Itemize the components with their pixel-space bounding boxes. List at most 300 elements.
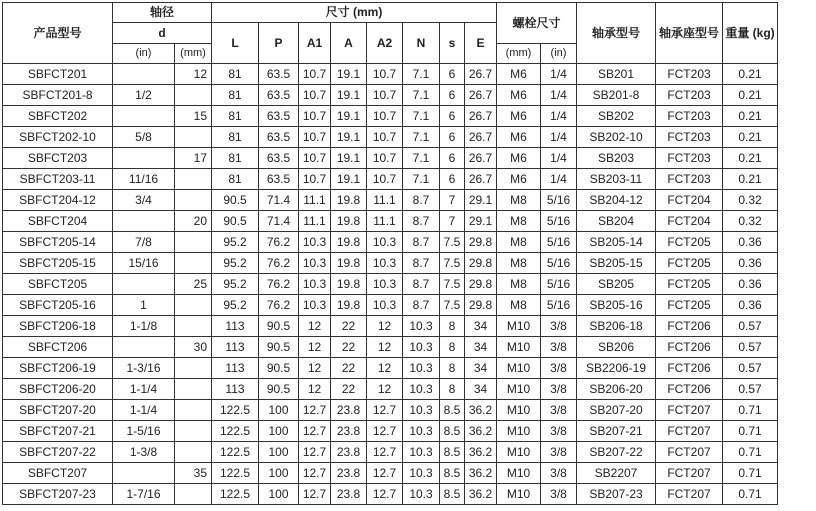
- cell-P: 76.2: [259, 232, 299, 253]
- cell-A2: 10.7: [367, 127, 403, 148]
- cell-A2: 12: [367, 358, 403, 379]
- cell-A: 22: [331, 379, 367, 400]
- cell-bolt-in: 5/16: [541, 253, 577, 274]
- cell-P: 90.5: [259, 337, 299, 358]
- cell-weight: 0.21: [723, 169, 778, 190]
- cell-weight: 0.36: [723, 274, 778, 295]
- cell-housing-model: FCT207: [656, 484, 723, 505]
- cell-N: 8.7: [403, 274, 440, 295]
- cell-weight: 0.71: [723, 484, 778, 505]
- cell-model: SBFCT207-20: [3, 400, 113, 421]
- cell-model: SBFCT206-18: [3, 316, 113, 337]
- cell-P: 71.4: [259, 211, 299, 232]
- table-row: [3, 274, 778, 295]
- cell-model: SBFCT201-8: [3, 85, 113, 106]
- table-row: [3, 64, 778, 85]
- cell-bearing-model: SB205-14: [577, 232, 656, 253]
- cell-E: 26.7: [465, 106, 497, 127]
- cell-s: 7: [440, 211, 465, 232]
- cell-A: 19.8: [331, 190, 367, 211]
- cell-P: 76.2: [259, 295, 299, 316]
- cell-A: 19.1: [331, 169, 367, 190]
- table-body: [3, 64, 778, 505]
- cell-housing-model: FCT203: [656, 106, 723, 127]
- cell-shaft-mm: [175, 190, 212, 211]
- header-L: L: [212, 23, 259, 64]
- table-row: [3, 442, 778, 463]
- cell-s: 6: [440, 106, 465, 127]
- cell-A2: 12.7: [367, 421, 403, 442]
- cell-shaft-in: [113, 106, 175, 127]
- cell-s: 8.5: [440, 484, 465, 505]
- cell-housing-model: FCT205: [656, 253, 723, 274]
- cell-L: 113: [212, 316, 259, 337]
- cell-weight: 0.32: [723, 211, 778, 232]
- table-row: [3, 169, 778, 190]
- cell-bolt-in: 3/8: [541, 337, 577, 358]
- cell-bolt-in: 3/8: [541, 379, 577, 400]
- cell-A1: 10.3: [299, 295, 331, 316]
- cell-bolt-mm: M10: [497, 379, 541, 400]
- cell-bearing-model: SB205-16: [577, 295, 656, 316]
- cell-bolt-in: 1/4: [541, 106, 577, 127]
- cell-N: 10.3: [403, 337, 440, 358]
- cell-A: 22: [331, 337, 367, 358]
- cell-L: 81: [212, 64, 259, 85]
- cell-A2: 10.7: [367, 169, 403, 190]
- cell-P: 63.5: [259, 127, 299, 148]
- cell-weight: 0.21: [723, 148, 778, 169]
- cell-housing-model: FCT203: [656, 148, 723, 169]
- cell-E: 34: [465, 337, 497, 358]
- cell-N: 10.3: [403, 442, 440, 463]
- cell-shaft-in: 1-5/16: [113, 421, 175, 442]
- header-weight: 重量 (kg): [723, 3, 778, 64]
- header-d: d: [113, 23, 212, 44]
- header-E: E: [465, 23, 497, 64]
- table-row: [3, 211, 778, 232]
- cell-shaft-mm: [175, 400, 212, 421]
- cell-A1: 12: [299, 358, 331, 379]
- cell-shaft-in: 1-3/16: [113, 358, 175, 379]
- cell-bearing-model: SB202-10: [577, 127, 656, 148]
- cell-model: SBFCT206-19: [3, 358, 113, 379]
- cell-shaft-in: 1/2: [113, 85, 175, 106]
- cell-housing-model: FCT205: [656, 274, 723, 295]
- cell-model: SBFCT201: [3, 64, 113, 85]
- cell-weight: 0.36: [723, 295, 778, 316]
- cell-E: 26.7: [465, 64, 497, 85]
- cell-N: 7.1: [403, 106, 440, 127]
- header-A: A: [331, 23, 367, 64]
- table-row: [3, 400, 778, 421]
- cell-bolt-in: 1/4: [541, 148, 577, 169]
- cell-A1: 10.7: [299, 64, 331, 85]
- table-row: [3, 358, 778, 379]
- cell-weight: 0.32: [723, 190, 778, 211]
- cell-shaft-mm: 15: [175, 106, 212, 127]
- cell-weight: 0.36: [723, 232, 778, 253]
- cell-L: 95.2: [212, 253, 259, 274]
- cell-s: 7.5: [440, 295, 465, 316]
- cell-A1: 12.7: [299, 484, 331, 505]
- cell-model: SBFCT202-10: [3, 127, 113, 148]
- cell-bolt-mm: M8: [497, 274, 541, 295]
- cell-L: 81: [212, 169, 259, 190]
- cell-A2: 12.7: [367, 442, 403, 463]
- cell-E: 29.8: [465, 253, 497, 274]
- cell-E: 29.1: [465, 190, 497, 211]
- cell-bolt-mm: M8: [497, 190, 541, 211]
- cell-L: 81: [212, 85, 259, 106]
- cell-housing-model: FCT205: [656, 295, 723, 316]
- cell-bolt-in: 3/8: [541, 316, 577, 337]
- cell-bolt-in: 1/4: [541, 169, 577, 190]
- cell-bearing-model: SB2206-19: [577, 358, 656, 379]
- cell-N: 7.1: [403, 148, 440, 169]
- cell-shaft-mm: 17: [175, 148, 212, 169]
- cell-bearing-model: SB2207: [577, 463, 656, 484]
- cell-N: 7.1: [403, 64, 440, 85]
- cell-P: 63.5: [259, 64, 299, 85]
- cell-L: 122.5: [212, 463, 259, 484]
- cell-A: 19.8: [331, 295, 367, 316]
- cell-model: SBFCT206: [3, 337, 113, 358]
- header-A1: A1: [299, 23, 331, 64]
- cell-housing-model: FCT206: [656, 337, 723, 358]
- cell-shaft-in: 1-1/4: [113, 400, 175, 421]
- cell-bolt-mm: M6: [497, 64, 541, 85]
- cell-P: 100: [259, 463, 299, 484]
- table-row: [3, 484, 778, 505]
- cell-s: 6: [440, 148, 465, 169]
- cell-E: 34: [465, 379, 497, 400]
- header-shaft-diameter: 轴径: [113, 3, 212, 23]
- cell-A: 19.8: [331, 211, 367, 232]
- cell-A1: 10.7: [299, 85, 331, 106]
- cell-s: 8.5: [440, 463, 465, 484]
- cell-model: SBFCT205: [3, 274, 113, 295]
- cell-housing-model: FCT206: [656, 358, 723, 379]
- cell-shaft-mm: [175, 295, 212, 316]
- header-bolt-size: 螺栓尺寸: [497, 3, 577, 44]
- cell-A: 19.1: [331, 148, 367, 169]
- cell-bearing-model: SB201: [577, 64, 656, 85]
- cell-bolt-mm: M10: [497, 358, 541, 379]
- cell-bolt-in: 1/4: [541, 85, 577, 106]
- cell-A: 23.8: [331, 400, 367, 421]
- cell-housing-model: FCT206: [656, 379, 723, 400]
- cell-shaft-mm: [175, 379, 212, 400]
- cell-weight: 0.71: [723, 400, 778, 421]
- cell-A2: 12: [367, 379, 403, 400]
- cell-s: 6: [440, 127, 465, 148]
- cell-shaft-mm: [175, 316, 212, 337]
- cell-bolt-mm: M6: [497, 148, 541, 169]
- cell-weight: 0.57: [723, 379, 778, 400]
- cell-weight: 0.36: [723, 253, 778, 274]
- cell-housing-model: FCT207: [656, 442, 723, 463]
- header-bearing-model: 轴承型号: [577, 3, 656, 64]
- cell-A2: 10.7: [367, 85, 403, 106]
- cell-bearing-model: SB207-20: [577, 400, 656, 421]
- cell-A1: 12: [299, 379, 331, 400]
- header-s: s: [440, 23, 465, 64]
- cell-model: SBFCT204: [3, 211, 113, 232]
- cell-shaft-mm: 20: [175, 211, 212, 232]
- cell-shaft-in: 1-3/8: [113, 442, 175, 463]
- cell-housing-model: FCT207: [656, 463, 723, 484]
- table-row: [3, 337, 778, 358]
- cell-s: 8: [440, 316, 465, 337]
- cell-P: 90.5: [259, 316, 299, 337]
- cell-A1: 12.7: [299, 442, 331, 463]
- cell-shaft-mm: [175, 442, 212, 463]
- cell-N: 7.1: [403, 127, 440, 148]
- cell-A1: 10.3: [299, 253, 331, 274]
- cell-shaft-in: 1-7/16: [113, 484, 175, 505]
- cell-A: 19.8: [331, 232, 367, 253]
- cell-P: 100: [259, 484, 299, 505]
- cell-E: 36.2: [465, 442, 497, 463]
- cell-shaft-in: 5/8: [113, 127, 175, 148]
- cell-L: 122.5: [212, 442, 259, 463]
- cell-bolt-mm: M8: [497, 295, 541, 316]
- cell-bearing-model: SB201-8: [577, 85, 656, 106]
- cell-P: 63.5: [259, 148, 299, 169]
- cell-A1: 10.3: [299, 232, 331, 253]
- cell-s: 7.5: [440, 232, 465, 253]
- cell-A1: 10.7: [299, 169, 331, 190]
- cell-N: 10.3: [403, 463, 440, 484]
- cell-weight: 0.71: [723, 442, 778, 463]
- cell-bearing-model: SB204: [577, 211, 656, 232]
- cell-E: 36.2: [465, 421, 497, 442]
- cell-bolt-mm: M8: [497, 253, 541, 274]
- cell-A2: 12.7: [367, 484, 403, 505]
- cell-bolt-in: 5/16: [541, 190, 577, 211]
- cell-shaft-in: [113, 211, 175, 232]
- cell-shaft-mm: 12: [175, 64, 212, 85]
- header-dimensions: 尺寸 (mm): [212, 3, 497, 23]
- cell-housing-model: FCT206: [656, 316, 723, 337]
- cell-shaft-mm: 30: [175, 337, 212, 358]
- cell-bearing-model: SB206-18: [577, 316, 656, 337]
- cell-bearing-model: SB204-12: [577, 190, 656, 211]
- cell-bolt-in: 3/8: [541, 421, 577, 442]
- cell-E: 26.7: [465, 127, 497, 148]
- cell-A2: 10.7: [367, 64, 403, 85]
- cell-weight: 0.21: [723, 64, 778, 85]
- cell-s: 7: [440, 190, 465, 211]
- cell-bolt-mm: M10: [497, 316, 541, 337]
- cell-A1: 12.7: [299, 421, 331, 442]
- cell-s: 8: [440, 337, 465, 358]
- cell-shaft-in: [113, 274, 175, 295]
- cell-A1: 11.1: [299, 211, 331, 232]
- cell-A1: 10.7: [299, 127, 331, 148]
- table-row: [3, 379, 778, 400]
- table-row: [3, 190, 778, 211]
- cell-L: 81: [212, 148, 259, 169]
- cell-shaft-mm: [175, 169, 212, 190]
- table-row: [3, 106, 778, 127]
- table-row: [3, 463, 778, 484]
- cell-housing-model: FCT203: [656, 169, 723, 190]
- cell-model: SBFCT203: [3, 148, 113, 169]
- cell-E: 34: [465, 358, 497, 379]
- cell-bolt-mm: M6: [497, 106, 541, 127]
- cell-shaft-in: [113, 148, 175, 169]
- cell-A: 19.1: [331, 85, 367, 106]
- cell-bolt-mm: M8: [497, 211, 541, 232]
- cell-shaft-in: 1: [113, 295, 175, 316]
- cell-N: 10.3: [403, 421, 440, 442]
- table-row: [3, 316, 778, 337]
- cell-housing-model: FCT204: [656, 190, 723, 211]
- cell-s: 6: [440, 64, 465, 85]
- cell-s: 8.5: [440, 421, 465, 442]
- cell-A: 23.8: [331, 463, 367, 484]
- cell-A2: 12.7: [367, 463, 403, 484]
- cell-weight: 0.21: [723, 85, 778, 106]
- cell-bearing-model: SB202: [577, 106, 656, 127]
- cell-A2: 10.7: [367, 106, 403, 127]
- cell-bolt-in: 5/16: [541, 295, 577, 316]
- cell-L: 113: [212, 379, 259, 400]
- cell-E: 29.8: [465, 295, 497, 316]
- cell-N: 10.3: [403, 316, 440, 337]
- cell-N: 8.7: [403, 190, 440, 211]
- header-unit-mm: (mm): [175, 44, 212, 64]
- cell-bolt-in: 1/4: [541, 127, 577, 148]
- cell-shaft-mm: [175, 358, 212, 379]
- cell-model: SBFCT203-11: [3, 169, 113, 190]
- cell-P: 63.5: [259, 106, 299, 127]
- cell-model: SBFCT205-14: [3, 232, 113, 253]
- cell-L: 81: [212, 106, 259, 127]
- cell-A1: 12.7: [299, 463, 331, 484]
- cell-bolt-mm: M10: [497, 484, 541, 505]
- cell-E: 26.7: [465, 85, 497, 106]
- header-model: 产品型号: [3, 3, 113, 64]
- bearing-spec-table: [2, 2, 778, 505]
- cell-P: 100: [259, 400, 299, 421]
- table-row: [3, 253, 778, 274]
- cell-N: 7.1: [403, 169, 440, 190]
- cell-model: SBFCT207-21: [3, 421, 113, 442]
- cell-bolt-mm: M6: [497, 127, 541, 148]
- cell-model: SBFCT202: [3, 106, 113, 127]
- cell-bolt-mm: M10: [497, 400, 541, 421]
- cell-N: 8.7: [403, 232, 440, 253]
- cell-shaft-mm: 25: [175, 274, 212, 295]
- cell-bearing-model: SB207-23: [577, 484, 656, 505]
- cell-L: 122.5: [212, 484, 259, 505]
- cell-A2: 12: [367, 337, 403, 358]
- cell-L: 122.5: [212, 421, 259, 442]
- cell-N: 8.7: [403, 211, 440, 232]
- cell-P: 100: [259, 442, 299, 463]
- cell-shaft-in: 1-1/4: [113, 379, 175, 400]
- cell-s: 7.5: [440, 274, 465, 295]
- cell-bolt-in: 3/8: [541, 463, 577, 484]
- cell-bearing-model: SB203-11: [577, 169, 656, 190]
- cell-L: 113: [212, 358, 259, 379]
- cell-A2: 10.3: [367, 274, 403, 295]
- cell-A1: 12.7: [299, 400, 331, 421]
- cell-housing-model: FCT205: [656, 232, 723, 253]
- cell-E: 26.7: [465, 169, 497, 190]
- cell-shaft-mm: [175, 421, 212, 442]
- cell-weight: 0.57: [723, 358, 778, 379]
- cell-shaft-in: [113, 463, 175, 484]
- cell-bearing-model: SB205: [577, 274, 656, 295]
- cell-N: 8.7: [403, 295, 440, 316]
- cell-A: 23.8: [331, 442, 367, 463]
- table-row: [3, 421, 778, 442]
- cell-s: 7.5: [440, 253, 465, 274]
- cell-A: 19.1: [331, 64, 367, 85]
- cell-model: SBFCT207: [3, 463, 113, 484]
- cell-L: 122.5: [212, 400, 259, 421]
- cell-s: 8: [440, 379, 465, 400]
- cell-bolt-in: 3/8: [541, 484, 577, 505]
- cell-L: 95.2: [212, 274, 259, 295]
- cell-shaft-in: 3/4: [113, 190, 175, 211]
- cell-A: 22: [331, 316, 367, 337]
- cell-A1: 11.1: [299, 190, 331, 211]
- cell-L: 81: [212, 127, 259, 148]
- cell-E: 36.2: [465, 463, 497, 484]
- cell-shaft-mm: [175, 85, 212, 106]
- cell-A: 22: [331, 358, 367, 379]
- cell-shaft-in: 11/16: [113, 169, 175, 190]
- cell-model: SBFCT207-23: [3, 484, 113, 505]
- cell-housing-model: FCT203: [656, 85, 723, 106]
- cell-shaft-in: 15/16: [113, 253, 175, 274]
- cell-bearing-model: SB207-21: [577, 421, 656, 442]
- cell-bolt-in: 1/4: [541, 64, 577, 85]
- cell-housing-model: FCT207: [656, 400, 723, 421]
- table-row: [3, 148, 778, 169]
- cell-model: SBFCT205-16: [3, 295, 113, 316]
- cell-L: 95.2: [212, 232, 259, 253]
- cell-weight: 0.57: [723, 337, 778, 358]
- cell-A1: 12: [299, 316, 331, 337]
- cell-P: 90.5: [259, 358, 299, 379]
- cell-bolt-mm: M10: [497, 442, 541, 463]
- cell-A1: 10.7: [299, 148, 331, 169]
- cell-bolt-in: 3/8: [541, 442, 577, 463]
- cell-A: 19.8: [331, 274, 367, 295]
- cell-s: 8: [440, 358, 465, 379]
- cell-shaft-in: [113, 337, 175, 358]
- cell-N: 10.3: [403, 379, 440, 400]
- cell-shaft-mm: 35: [175, 463, 212, 484]
- cell-model: SBFCT206-20: [3, 379, 113, 400]
- cell-bolt-in: 3/8: [541, 358, 577, 379]
- cell-housing-model: FCT203: [656, 64, 723, 85]
- table-row: [3, 232, 778, 253]
- cell-bolt-in: 5/16: [541, 211, 577, 232]
- cell-P: 76.2: [259, 253, 299, 274]
- cell-housing-model: FCT204: [656, 211, 723, 232]
- cell-bolt-mm: M8: [497, 232, 541, 253]
- cell-shaft-in: 7/8: [113, 232, 175, 253]
- cell-A1: 12: [299, 337, 331, 358]
- cell-A: 23.8: [331, 484, 367, 505]
